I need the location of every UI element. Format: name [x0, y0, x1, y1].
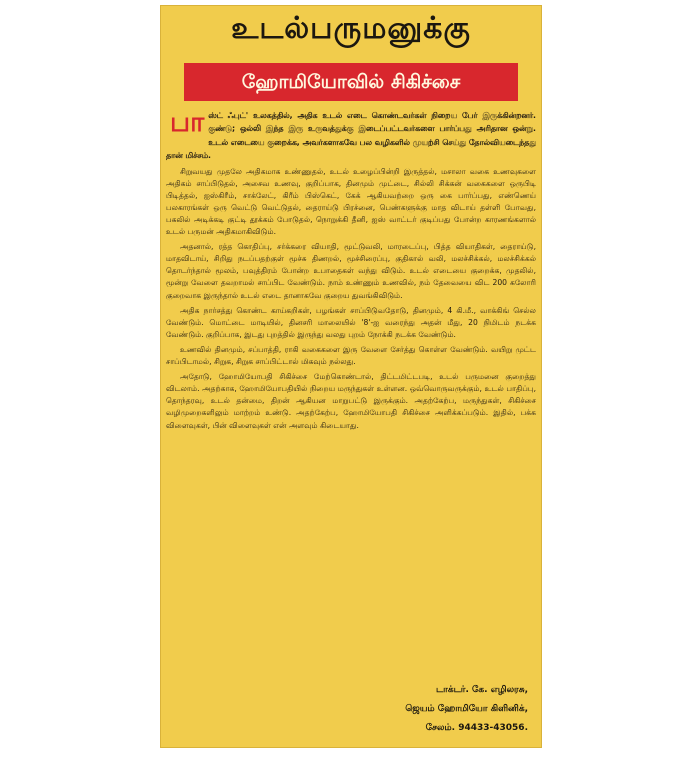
paragraph-complications: அதனால், ரத்த கொதிப்பு, சர்க்கரை வியாதி, மூட்டுவலி, மாரடைப்பு, பித்த வியாதிகள், தைராய்டு, மாதவிடாய், சிறிது நடப்பதற்குள் மூச்சு திணறல், மூச்சிரைப்பு, குதிகால் வலி, மலச்சிக்கல், மலச்சிக்கல் தொடர்ந்தால் மூலம், பவுத்திரம் போன்ற உபாதைகள் வந்து விடும். உடல் எடையை குறைக்க, முதலில், மூன்று வேளை தவறாமல் சாப்பிட வேண்டும். நாம் உண்ணும் உணவில், நம் தேவையை விட 200 கலோரி குறைவாக இருந்தால் உடல் எடை தானாகவே குறைய துவங்கிவிடும்.: [166, 242, 536, 300]
paragraph-diet: உணவில் தினமும், சப்பாத்தி, ராகி வகைகளை இரு வேளை சேர்த்து கொள்ள வேண்டும். வயிறு முட்ட சாப்பிடாமல், சிறுக, சிறுக சாப்பிட்டால் மிகவும் நல்லது.: [166, 344, 536, 367]
paragraph-homeopathy: அதோடு, ஹோமியோபதி சிகிச்சை மேற்கொண்டால், திட்டமிட்டபடி, உடல் பருமனை குறைத்து விடலாம். அதற்காக, ஹோமியோபதியில் நிறைய மருந்துகள் உள்ளன. ஒவ்வொருவருக்கும், உடல் பாதிப்பு, தொந்தரவு, உடல் தன்மை, திறன் ஆகியன மாறுபட்டு இருக்கும். அதற்கேற்ப, மருந்துகள், சிகிச்சை வழிமுறைகளிலும் மாற்றம் உண்டு. அதற்கேற்ப, ஹோமியோபதி சிகிச்சை அளிக்கப்படும். இதில், பக்க விளைவுகள், பின் விளைவுகள் என் அளவும் கிடையாது.: [166, 372, 536, 430]
newspaper-clipping: [160, 5, 542, 748]
lead-paragraph: [166, 109, 536, 163]
drop-cap: பா: [170, 109, 203, 138]
paragraph-exercise: அதிக நார்சத்து கொண்ட காய்கறிகள், பழங்கள் சாப்பிடுவதோடு, தினமும், 4 கி.மீ., வாக்கிங் செல்ல வேண்டும். மொட்டை மாடியில், தினசரி மாலையில் '8'-ஐ வரைந்து அதன் மீது, 20 நிமிடம் நடக்க வேண்டும். குறிப்பாக, இடது புறத்தில் இருந்து வலது புறம் நோக்கி நடக்க வேண்டும்.: [166, 305, 536, 339]
author-signature: [405, 681, 528, 738]
clinic-name: ஜெயம் ஹோமியோ கிளினிக்,: [405, 704, 528, 714]
subheading-banner: ஹோமியோவில் சிகிச்சை: [184, 63, 518, 101]
clinic-contact: சேலம். 94433-43056.: [425, 723, 528, 733]
headline: உடல்பருமனுக்கு: [231, 11, 471, 46]
author-name: டாக்டர். கே. எழிலரசு,: [435, 685, 528, 695]
lead-paragraph-text: ஸ்ட் ஃபுட்' உலகத்தில், அதிக உடல் எடை கொண்டவர்கள் நிறைய பேர் இருக்கின்றனர். குண்டு; ஒல்லி இந்த இரு உருவத்துக்கு இடைப்பட்டவர்களை பார்ப்பது அரிதான ஒன்று. உடல் எடையை குறைக்க, அவர்களாகவே பல வழிகளில் முயற்சி செய்து தோல்வியடைந்தது தான் மிச்சம்.: [166, 111, 536, 161]
paragraph-causes: சிறுவயது முதலே அதிகமாக உண்ணுதல், உடல் உழைப்பின்றி இருத்தல், மசாலா வகை உணவுகளை அதிகம் சாப்பிடுதல், அசைவ உணவு, குறிப்பாக, தினமும் முட்டை, சில்லி சிக்கன் வகைகளை ஒருபிடி பிடித்தல், ஐஸ்கிரீம், சாக்லேட், கிரீம் பிஸ்கெட், கேக் ஆகியவற்றை ஒரு கை பார்ப்பது, எண்ணெய் பலகாரங்கள் ஒரு வெட்டு வெட்டுதல், தைராய்டு பிரச்னை, பெண்களுக்கு மாத விடாய் தள்ளி போவது, பகலில் அடிக்கடி குட்டி தூக்கம் போடுதல், நொறுக்கி தீனி, ஐஸ் வாட்டர் குடிப்பது போன்ற காரணங்களால் உடல் பருமன் அதிகமாகிவிடும்.: [166, 166, 536, 237]
article-body: [166, 109, 536, 652]
